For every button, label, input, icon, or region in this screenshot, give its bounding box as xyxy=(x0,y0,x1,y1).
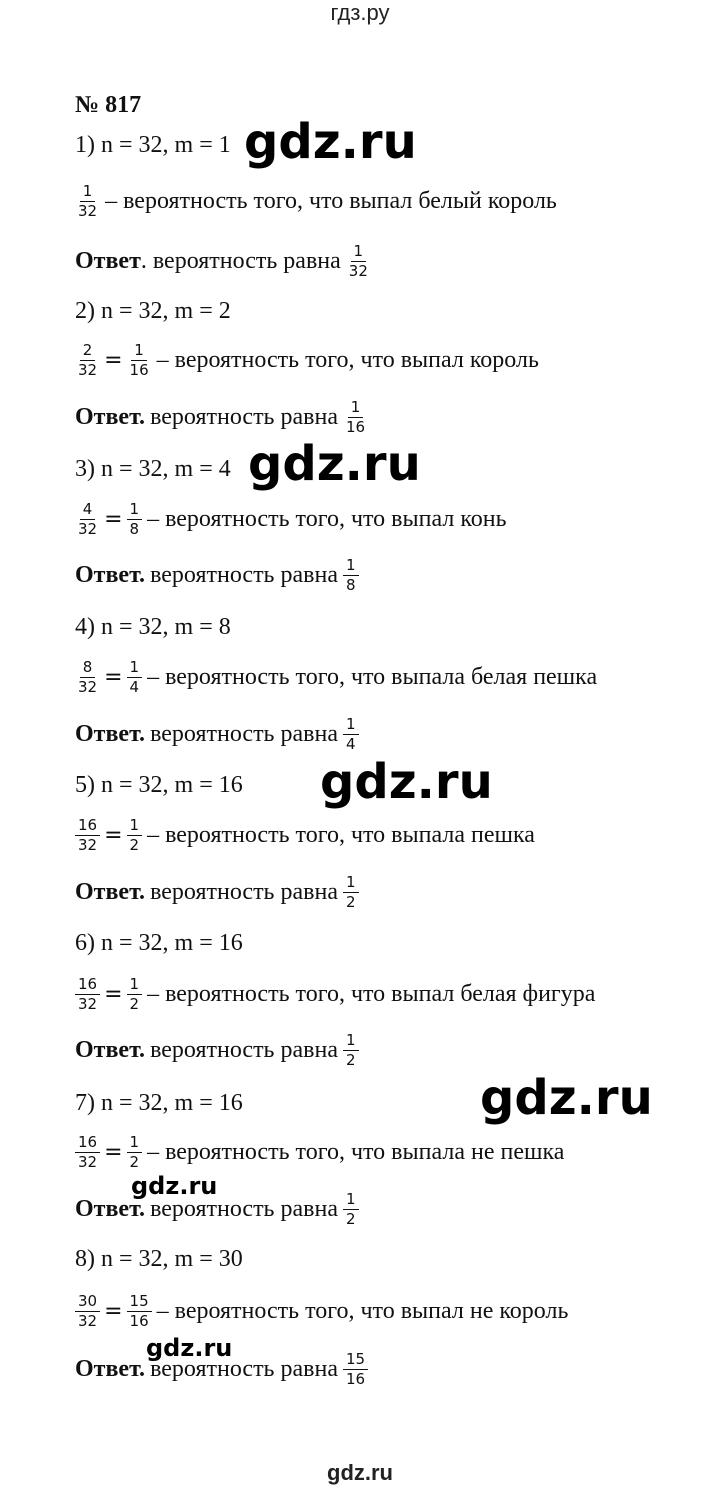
answer-label: Ответ. xyxy=(75,878,146,905)
description: – вероятность того, что выпал белый король xyxy=(105,187,557,214)
numerator: 15 xyxy=(343,1351,368,1370)
answer-text: вероятность равна xyxy=(150,403,338,430)
fraction xyxy=(127,1293,152,1330)
numerator: 1 xyxy=(127,501,143,520)
numerator: 1 xyxy=(80,183,96,202)
fraction xyxy=(75,976,100,1013)
condition-3 xyxy=(75,446,231,492)
denominator: 32 xyxy=(78,994,98,1013)
equals-sign: = xyxy=(104,1139,123,1165)
condition-text: 4) n = 32, m = 8 xyxy=(75,613,231,640)
equals-sign: = xyxy=(104,1298,123,1324)
equation-8 xyxy=(75,1288,568,1334)
answer-1 xyxy=(75,238,371,284)
equation-1 xyxy=(75,178,557,224)
answer-6 xyxy=(75,1027,359,1073)
denominator: 32 xyxy=(78,677,98,696)
condition-text: 2) n = 32, m = 2 xyxy=(75,297,231,324)
watermark: gdz.ru xyxy=(320,754,493,810)
fraction xyxy=(75,342,100,379)
answer-label: Ответ. xyxy=(75,561,146,588)
denominator: 32 xyxy=(78,1311,98,1330)
answer-label: Ответ. xyxy=(75,1355,146,1382)
numerator: 1 xyxy=(127,659,143,678)
site-header: гдз.ру xyxy=(330,0,390,25)
answer-fraction xyxy=(343,1032,359,1069)
denominator: 32 xyxy=(78,201,98,220)
numerator: 4 xyxy=(80,501,96,520)
answer-label: Ответ. xyxy=(75,1195,146,1222)
answer-text: вероятность равна xyxy=(150,720,338,747)
denominator: 2 xyxy=(345,892,356,911)
fraction xyxy=(75,659,100,696)
answer-text: вероятность равна xyxy=(150,1355,338,1382)
answer-label: Ответ. xyxy=(75,1036,146,1063)
condition-7 xyxy=(75,1080,243,1126)
equals-sign: = xyxy=(104,664,123,690)
watermark: gdz.ru xyxy=(146,1334,233,1362)
equals-sign: = xyxy=(104,347,123,373)
description: – вероятность того, что выпала белая пешка xyxy=(147,663,598,690)
denominator: 2 xyxy=(345,1050,356,1069)
answer-text: вероятность равна xyxy=(150,561,338,588)
denominator: 16 xyxy=(129,360,149,379)
denominator: 8 xyxy=(129,519,140,538)
numerator: 1 xyxy=(127,976,143,995)
numerator: 16 xyxy=(75,817,100,836)
fraction xyxy=(127,817,143,854)
answer-fraction xyxy=(343,716,359,753)
fraction xyxy=(75,501,100,538)
watermark: gdz.ru xyxy=(480,1070,653,1126)
condition-8 xyxy=(75,1236,243,1282)
fraction xyxy=(127,1134,143,1171)
numerator: 16 xyxy=(75,1134,100,1153)
equals-sign: = xyxy=(104,981,123,1007)
condition-text: 3) n = 32, m = 4 xyxy=(75,455,231,482)
equation-7 xyxy=(75,1129,564,1175)
watermark: gdz.ru xyxy=(244,114,417,170)
numerator: 1 xyxy=(348,399,364,418)
answer-text: вероятность равна xyxy=(150,1195,338,1222)
problem-number: № 817 xyxy=(75,92,142,118)
watermark: gdz.ru xyxy=(131,1172,218,1200)
description: – вероятность того, что выпал не король xyxy=(156,1297,569,1324)
condition-text: 7) n = 32, m = 16 xyxy=(75,1089,243,1116)
description: – вероятность того, что выпал конь xyxy=(147,505,507,532)
answer-fraction xyxy=(343,874,359,911)
condition-5 xyxy=(75,762,243,808)
equals-sign: = xyxy=(104,506,123,532)
answer-4 xyxy=(75,711,359,757)
denominator: 4 xyxy=(129,677,140,696)
numerator: 1 xyxy=(131,342,147,361)
numerator: 15 xyxy=(127,1293,152,1312)
condition-text: 5) n = 32, m = 16 xyxy=(75,771,243,798)
condition-6 xyxy=(75,920,243,966)
answer-fraction xyxy=(343,399,368,436)
numerator: 2 xyxy=(80,342,96,361)
denominator: 32 xyxy=(78,1152,98,1171)
numerator: 1 xyxy=(127,817,143,836)
fraction xyxy=(75,1293,100,1330)
numerator: 1 xyxy=(127,1134,143,1153)
numerator: 30 xyxy=(75,1293,100,1312)
equation-4 xyxy=(75,654,597,700)
fraction xyxy=(75,817,100,854)
equation-6 xyxy=(75,971,595,1017)
answer-fraction xyxy=(343,1191,359,1228)
numerator: 1 xyxy=(343,874,359,893)
numerator: 1 xyxy=(343,1032,359,1051)
denominator: 4 xyxy=(345,734,356,753)
fraction xyxy=(75,1134,100,1171)
denominator: 32 xyxy=(78,519,98,538)
answer-text: вероятность равна xyxy=(150,878,338,905)
watermark: gdz.ru xyxy=(248,436,421,492)
condition-1 xyxy=(75,122,231,168)
equation-3 xyxy=(75,496,507,542)
answer-2 xyxy=(75,394,368,440)
equals-sign: = xyxy=(104,822,123,848)
description: – вероятность того, что выпала пешка xyxy=(147,821,535,848)
condition-text: 8) n = 32, m = 30 xyxy=(75,1245,243,1272)
answer-fraction xyxy=(346,243,371,280)
condition-4 xyxy=(75,604,231,650)
numerator: 8 xyxy=(80,659,96,678)
fraction xyxy=(127,976,143,1013)
answer-text: . вероятность равна xyxy=(140,247,341,274)
fraction xyxy=(127,659,143,696)
denominator: 8 xyxy=(345,575,356,594)
numerator: 16 xyxy=(75,976,100,995)
denominator: 16 xyxy=(129,1311,149,1330)
denominator: 2 xyxy=(129,1152,140,1171)
description: – вероятность того, что выпал король xyxy=(156,346,539,373)
answer-label: Ответ xyxy=(75,247,141,274)
denominator: 32 xyxy=(348,261,368,280)
denominator: 16 xyxy=(345,1369,366,1388)
description: – вероятность того, что выпал белая фигура xyxy=(147,980,596,1007)
denominator: 32 xyxy=(78,360,98,379)
condition-text: 1) n = 32, m = 1 xyxy=(75,131,231,158)
denominator: 2 xyxy=(129,994,140,1013)
answer-fraction xyxy=(343,557,359,594)
answer-3 xyxy=(75,552,359,598)
equation-2 xyxy=(75,337,539,383)
answer-text: вероятность равна xyxy=(150,1036,338,1063)
denominator: 2 xyxy=(129,835,140,854)
numerator: 1 xyxy=(343,557,359,576)
description: – вероятность того, что выпала не пешка xyxy=(147,1138,565,1165)
equation-5 xyxy=(75,812,535,858)
answer-label: Ответ. xyxy=(75,720,146,747)
fraction xyxy=(127,342,152,379)
numerator: 1 xyxy=(343,716,359,735)
condition-2 xyxy=(75,288,231,334)
numerator: 1 xyxy=(343,1191,359,1210)
denominator: 2 xyxy=(345,1209,356,1228)
condition-text: 6) n = 32, m = 16 xyxy=(75,929,243,956)
site-footer: gdz.ru xyxy=(327,1460,393,1485)
denominator: 32 xyxy=(78,835,98,854)
fraction xyxy=(75,183,100,220)
numerator: 1 xyxy=(351,243,367,262)
answer-5 xyxy=(75,869,359,915)
fraction xyxy=(127,501,143,538)
answer-fraction xyxy=(343,1351,368,1388)
denominator: 16 xyxy=(345,417,366,436)
answer-label: Ответ. xyxy=(75,403,146,430)
